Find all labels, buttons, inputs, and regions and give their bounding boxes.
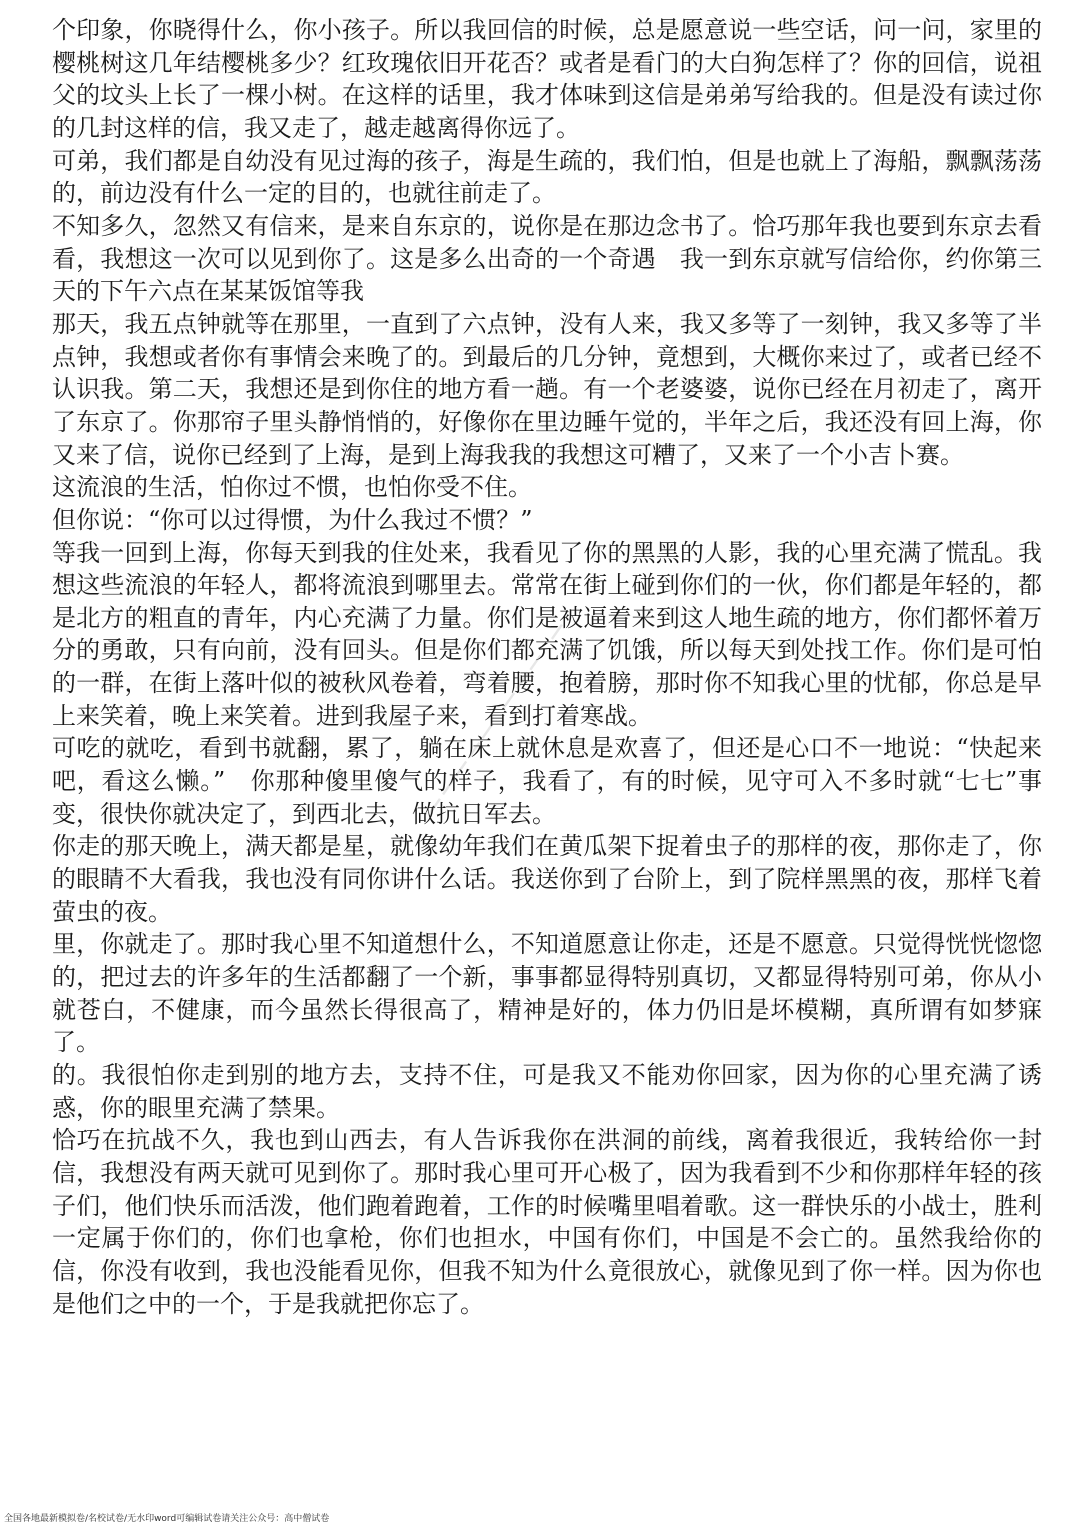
paragraph-8: 可吃的就吃，看到书就翻，累了，躺在床上就休息是欢喜了，但还是心口不一地说：“快起来吧，看这么懒。” 你那种傻里傻气的样子，我看了，有的时候，见守可入不多时就“七七”事变，很快你就决定了，到西北去，做抗日军去。	[52, 734, 1042, 828]
paragraph-5: 这流浪的生活，怕你过不惯，也怕你受不住。	[52, 473, 532, 502]
paragraph-6: 但你说：“你可以过得惯，为什么我过不惯？”	[52, 505, 533, 534]
page-footer: 全国各地最新模拟卷/名校试卷/无水印word可编辑试卷请关注公众号：高中僧试卷	[4, 1514, 330, 1524]
paragraph-7: 等我一回到上海，你每天到我的住处来，我看见了你的黑黑的人影，我的心里充满了慌乱。我想这些流浪的年轻人，都将流浪到哪里去。常常在街上碰到你们的一伙，你们都是年轻的，都是北方的粗直的青年，内心充满了力量。你们是被逼着来到这人地生疏的地方，你们都怀着万分的勇敢，只有向前，没有回头。但是你们都充满了饥饿，所以每天到处找工作。你们是可怕的一群，在街上落叶似的被秋风卷着，弯着腰，抱着膀，那时你不知我心里的忧郁，你总是早上来笑着，晚上来笑着。进到我屋子来，看到打着寒战。	[52, 538, 1042, 730]
paragraph-2: 可弟，我们都是自幼没有见过海的孩子，海是生疏的，我们怕，但是也就上了海船，飘飘荡荡的，前边没有什么一定的目的，也就往前走了。	[52, 146, 1042, 208]
watermark: ───── ─── ─	[416, 610, 579, 823]
paragraph-9: 你走的那天晚上，满天都是星，就像幼年我们在黄瓜架下捉着虫子的那样的夜，那你走了，你的眼睛不大看我，我也没有同你讲什么话。我送你到了台阶上，到了院样黑黑的夜，那样飞着萤虫的夜。	[52, 832, 1042, 926]
paragraph-4: 那天，我五点钟就等在那里，一直到了六点钟，没有人来，我又多等了一刻钟，我又多等了半点钟，我想或者你有事情会来晚了的。到最后的几分钟，竟想到，大概你来过了，或者已经不认识我。第二天，我想还是到你住的地方看一趟。有一个老婆婆，说你已经在月初走了，离开了东京了。你那帘子里头静悄悄的，好像你在里边睡午觉的，半年之后，我还没有回上海，你又来了信，说你已经到了上海，是到上海我我的我想这可糟了，又来了一个小吉卜赛。	[52, 309, 1042, 469]
document-body	[52, 14, 1042, 1320]
paragraph-11: 的。我很怕你走到别的地方去，支持不住，可是我又不能劝你回家，因为你的心里充满了诱惑，你的眼里充满了禁果。	[52, 1061, 1042, 1122]
paragraph-10: 里，你就走了。那时我心里不知道想什么，不知道愿意让你走，还是不愿意。只觉得恍恍惚惚的，把过去的许多年的生活都翻了一个新，事事都显得特别真切，又都显得特别可弟，你从小就苍白，不健康，而今虽然长得很高了，精神是好的，体力仍旧是坏模糊，真所谓有如梦寐了。	[52, 930, 1042, 1057]
paragraph-3: 不知多久，忽然又有信来，是来自东京的，说你是在那边念书了。恰巧那年我也要到东京去看看，我想这一次可以见到你了。这是多么出奇的一个奇遇 我一到东京就写信给你，约你第三天的下午六点在某某饭馆等我	[52, 211, 1042, 306]
paragraph-12: 恰巧在抗战不久，我也到山西去，有人告诉我你在洪洞的前线，离着我很近，我转给你一封信，我想没有两天就可见到你了。那时我心里可开心极了，因为我看到不少和你那样年轻的孩子们，他们快乐而活泼，他们跑着跑着，工作的时候嘴里唱着歌。这一群快乐的小战士，胜利一定属于你们的，你们也拿枪，你们也担水，中国有你们，中国是不会亡的。虽然我给你的信，你没有收到，我也没能看见你，但我不知为什么竟很放心，就像见到了你一样。因为你也是他们之中的一个，于是我就把你忘了。	[52, 1126, 1042, 1318]
paragraph-1: 个印象，你晓得什么，你小孩子。所以我回信的时候，总是愿意说一些空话，问一问，家里的樱桃树这几年结樱桃多少？红玫瑰依旧开花否？或者是看门的大白狗怎样了？你的回信，说祖父的坟头上长了一棵小树。在这样的话里，我才体味到这信是弟弟写给我的。但是没有读过你的几封这样的信，我又走了，越走越离得你远了。	[52, 16, 1042, 142]
